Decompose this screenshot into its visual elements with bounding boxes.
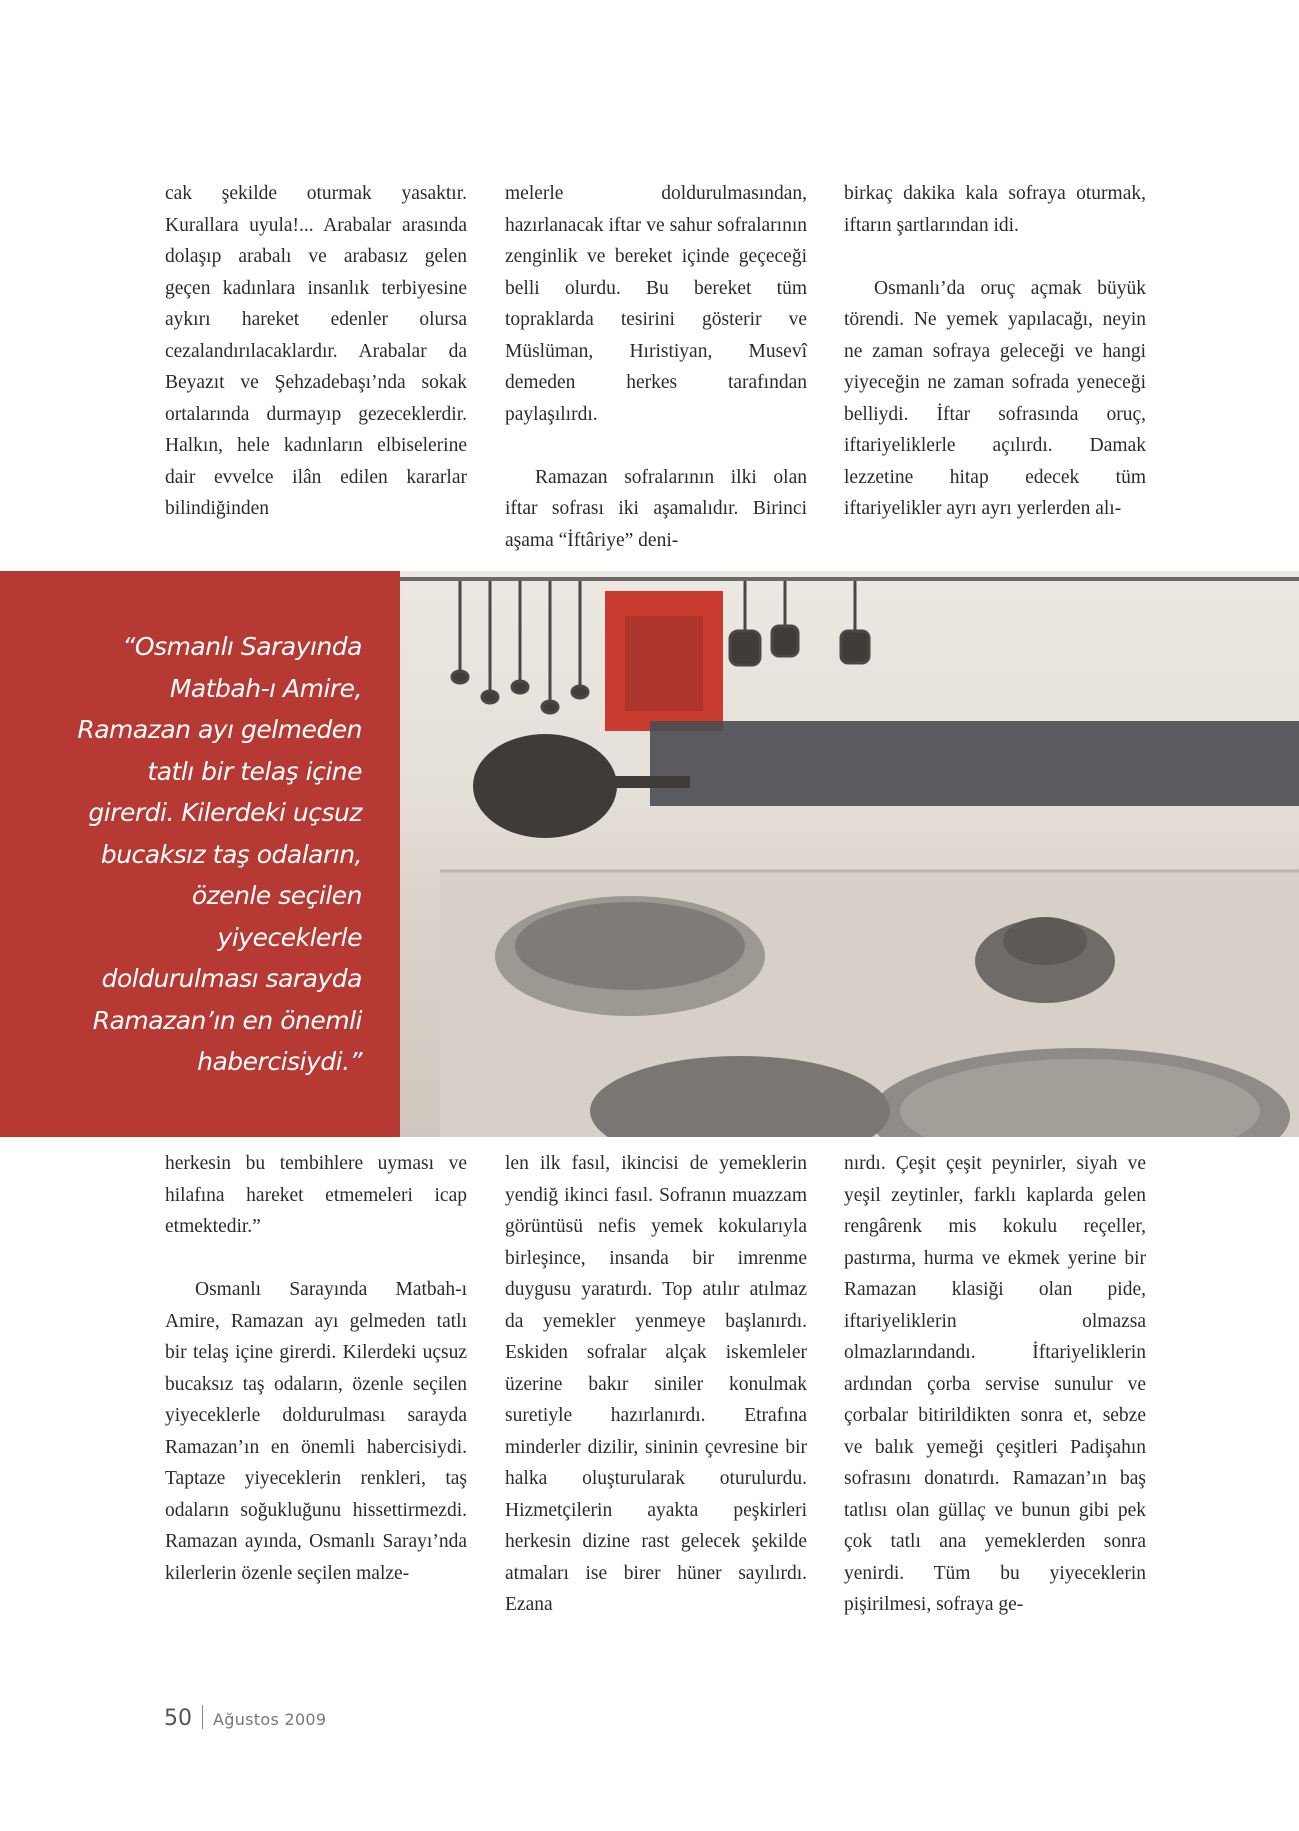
body-paragraph: len ilk fasıl, ikincisi de yemeklerin yendiğ ikinci fasıl. Sofranın muazzam görüntüsü nefis yemek kokularıyla birleşince, insanda bir imrenme duygusu yaratırdı. Top atılır atılmaz da yemekler yenmeye başlanırdı. Eskiden sofralar alçak iskemleler üzerine bakır siniler konulmak suretiyle hazırlanırdı. Etrafına minderler dizilir, sininin çevresine bir halka oluşturularak oturulurdu. Hizmetçilerin ayakta peşkirleri herkesin dizine rast gelecek şekilde atmaları ise birer hüner sayılırdı. Ezana [505,1153,807,1615]
page-number: 50 [164,1706,192,1731]
body-paragraph: birkaç dakika kala sofraya oturmak, iftarın şartlarından idi. [844,183,1146,236]
page-footer [164,1705,326,1731]
body-paragraph: Osmanlı’da oruç açmak büyük törendi. Ne yemek yapılacağı, neyin ne zaman sofraya geleceği ve hangi yiyeceğin ne zaman sofrada yeneceği belliydi. İftar sofrasında oruç, iftariyeliklerle açılırdı. Damak lezzetine hitap edecek tüm iftariyelikler ayrı ayrı yerlerden alı- [844,277,1146,519]
tile-band [650,721,1299,806]
kitchen-illustration [400,571,1299,1137]
body-column-top-right [844,178,1146,525]
feature-band [0,571,1299,1137]
pull-quote: “Osmanlı Sarayında Matbah-ı Amire, Ramazan ayı gelmeden tatlı bir telaş içine girerdi. Kilerdeki uçsuz bucaksız taş odaların, özenle seçilen yiyeceklerle doldurulması sarayda Ramazan’ın en önemli habercisiydi.” [77,632,362,1076]
body-column-bottom-left [165,1148,467,1589]
body-paragraph: Ramazan sofralarının ilki olan iftar sofrası iki aşamalıdır. Birinci aşama “İftâriye” deni- [505,466,807,551]
body-column-bottom-middle [505,1148,807,1621]
body-column-top-middle [505,178,807,556]
frying-pan [473,734,617,838]
body-column-bottom-right [844,1148,1146,1621]
pull-quote-box [0,571,400,1137]
body-paragraph: Osmanlı Sarayında Matbah-ı Amire, Ramazan ayı gelmeden tatlı bir telaş içine girerdi. Kilerdeki uçsuz bucaksız taş odaların, özenle seçilen yiyeceklerle doldurulması sarayda Ramazan’ın en önemli habercisiydi. Taptaze yiyeceklerin renkleri, taş odaların soğukluğunu hissettirmezdi. Ramazan ayında, Osmanlı Sarayı’nda kilerlerin özenle seçilen malze- [165,1279,467,1584]
body-paragraph: herkesin bu tembihlere uyması ve hilafına hareket etmemeleri icap etmektedir.” [165,1153,467,1237]
body-paragraph: nırdı. Çeşit çeşit peynirler, siyah ve yeşil zeytinler, farklı kaplarda gelen rengârenk mis kokulu reçeller, pastırma, hurma ve ekmek yerine bir Ramazan klasiği olan pide, iftariyeliklerin olmazsa olmazlarındandı. İftariyeliklerin ardından çorba servise sunulur ve çorbalar bitirildikten sonra et, sebze ve balık yemeği çeşitleri Padişahın sofrasını donatırdı. Ramazan’ın baş tatlısı olan güllaç ve bunun gibi pek çok tatlı ana yemeklerden sonra yenirdi. Tüm bu yiyeceklerin pişirilmesi, sofraya ge- [844,1153,1146,1615]
utensil-rail [400,577,1299,581]
body-paragraph: cak şekilde oturmak yasaktır. Kurallara uyula!... Arabalar arasında dolaşıp arabalı ve arabasız gelen geçen kadınlara insanlık terbiyesine aykırı hareket edenler olursa cezalandırılacaklardır. Arabalar da Beyazıt ve Şehzadebaşı’nda sokak ortalarında durmayıp gezeceklerdir. Halkın, hele kadınların elbiselerine dair evvelce ilân edilen kararlar bilindiğinden [165,183,467,519]
footer-divider [202,1705,203,1729]
body-column-top-left [165,178,467,525]
kitchen-photo [400,571,1299,1137]
issue-date: Ağustos 2009 [213,1710,327,1729]
body-paragraph: melerle doldurulmasından, hazırlanacak iftar ve sahur sofralarının zenginlik ve bereket içinde geçeceği belli olurdu. Bu bereket tüm topraklarda tesirini gösterir ve Müslüman, Hıristiyan, Musevî demeden herkes tarafından paylaşılırdı. [505,183,807,425]
